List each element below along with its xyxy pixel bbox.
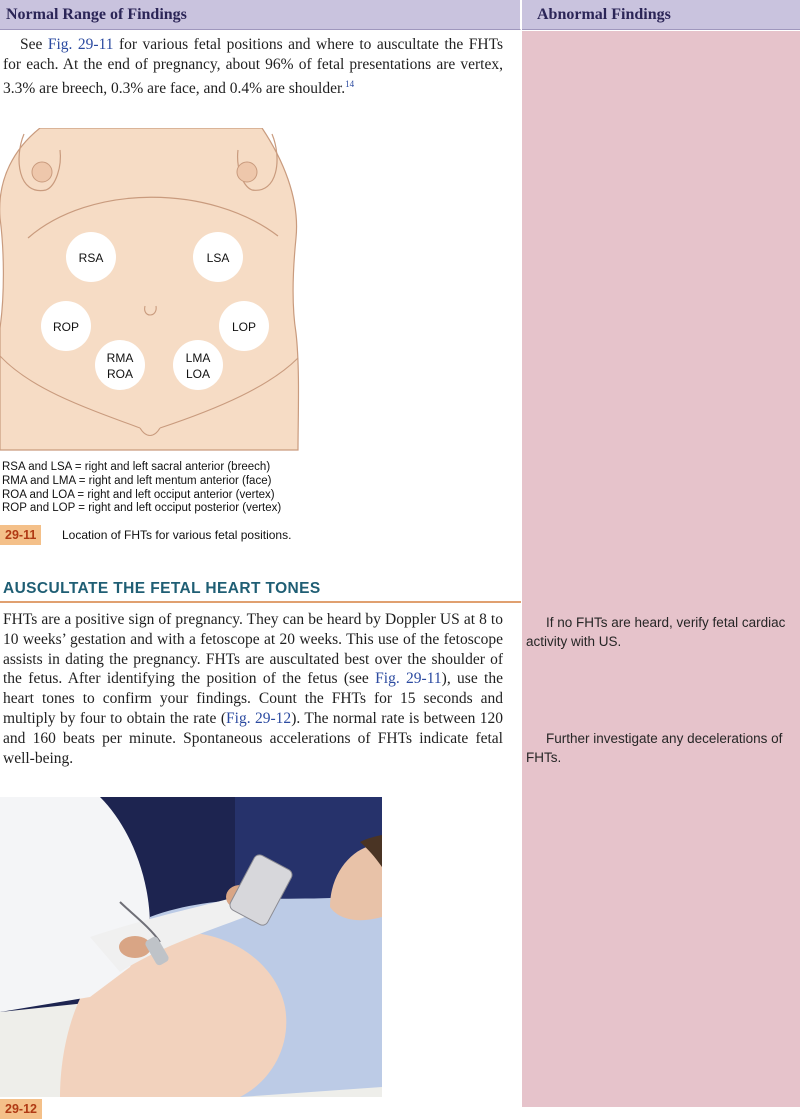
rsa-label: RSA — [78, 251, 104, 265]
lma-label: LMA — [185, 351, 211, 365]
fht-text-1: FHTs are a positive sign of pregnancy. They can be heard by Doppler US at 8 to 10 weeks’ gestation and with a fetoscope at 20 weeks. This use of the fetoscope assists in dating the pregnancy. FHTs are auscultated best over the shoulder of the fetus. After identifying the position of the fetus (see — [3, 611, 503, 688]
intro-text-2: for various fetal positions and where to auscultate the FHTs for each. At the end of pregnancy, about 96% of fetal presentations are vertex, 3.3% are breech, 0.3% are face, and 0.4% are shoulder. — [3, 36, 503, 97]
loa-label: LOA — [185, 367, 211, 381]
figure-number-29-12: 29-12 — [0, 1099, 42, 1119]
lsa-marker — [193, 232, 243, 282]
left-nipple — [32, 162, 52, 182]
reference-superscript: 14 — [345, 78, 355, 89]
fig-29-12-link[interactable]: Fig. 29-12 — [226, 709, 292, 727]
fig-29-11-link[interactable]: Fig. 29-11 — [47, 36, 114, 53]
lop-marker — [219, 301, 269, 351]
legend-line-occiput-anterior: ROA and LOA = right and left occiput anterior (vertex) — [2, 488, 275, 501]
lma-loa-marker — [173, 340, 223, 390]
header-normal-findings: Normal Range of Findings — [0, 0, 521, 30]
rsa-marker — [66, 232, 116, 282]
abnormal-decelerations: Further investigate any decelerations of FHTs. — [526, 731, 783, 765]
clinician-lower-hand — [119, 936, 151, 958]
rma-label: RMA — [106, 351, 134, 365]
figure-number-29-11: 29-11 — [0, 525, 41, 545]
fetal-positions-figure — [0, 128, 300, 458]
figure-caption-29-11: Location of FHTs for various fetal positions. — [62, 528, 292, 542]
rma-roa-marker — [95, 340, 145, 390]
legend-line-mentum: RMA and LMA = right and left mentum anterior (face) — [2, 474, 272, 487]
figure-legend — [2, 461, 402, 516]
fht-text-2: ), use the heart tones to confirm your findings. Count the FHTs for 15 seconds and multiply by four to obtain the rate ( — [3, 670, 503, 727]
rop-marker — [41, 301, 91, 351]
lop-label: LOP — [231, 320, 257, 334]
abnormal-findings-column — [522, 31, 800, 1107]
intro-paragraph — [3, 35, 503, 99]
legend-line-occiput-posterior: ROP and LOP = right and left occiput posterior (vertex) — [2, 502, 282, 515]
section-title: AUSCULTATE THE FETAL HEART TONES — [3, 580, 321, 597]
fht-paragraph — [3, 610, 503, 768]
right-nipple — [237, 162, 257, 182]
legend-line-sacral: RSA and LSA = right and left sacral anterior (breech) — [2, 461, 271, 473]
lsa-label: LSA — [206, 251, 230, 265]
header-abnormal-findings: Abnormal Findings — [522, 0, 800, 30]
fht-text-3: ). The normal rate is between 120 and 160 beats per minute. Spontaneous accelerations of FHTs indicate fetal well-being. — [3, 709, 504, 767]
doppler-photo — [0, 797, 382, 1097]
roa-label: ROA — [106, 367, 134, 381]
section-divider — [0, 601, 521, 603]
intro-text-1: See — [20, 36, 48, 53]
abnormal-no-fht: If no FHTs are heard, verify fetal cardiac activity with US. — [526, 615, 786, 649]
rop-label: ROP — [52, 320, 80, 334]
fig-29-11-link-2[interactable]: Fig. 29-11 — [375, 670, 442, 688]
